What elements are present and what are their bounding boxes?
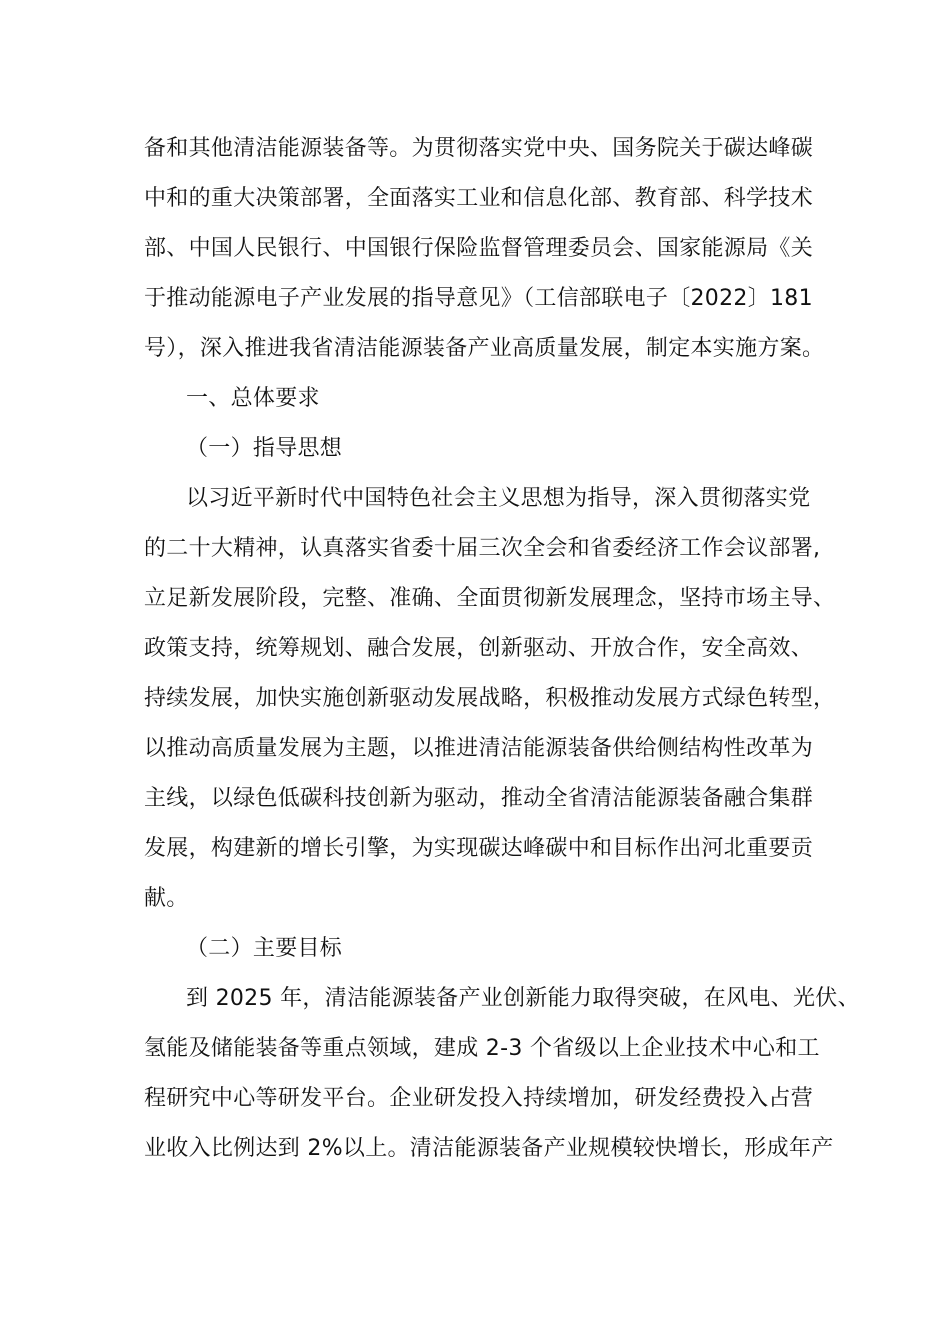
paragraph-guiding-line-1: 以习近平新时代中国特色社会主义思想为指导，深入贯彻落实党 [186, 486, 811, 511]
paragraph-goals-line-2: 氢能及储能装备等重点领域，建成 2-3 个省级以上企业技术中心和工 [144, 1036, 820, 1061]
paragraph-intro-line-4: 于推动能源电子产业发展的指导意见》（工信部联电子〔2022〕181 [144, 286, 813, 311]
paragraph-guiding-line-6: 以推动高质量发展为主题，以推进清洁能源装备供给侧结构性改革为 [144, 736, 814, 761]
subsection-2-heading: （二）主要目标 [186, 936, 343, 961]
paragraph-guiding-line-2: 的二十大精神，认真落实省委十届三次全会和省委经济工作会议部署, [144, 536, 821, 561]
paragraph-intro-line-3: 部、中国人民银行、中国银行保险监督管理委员会、国家能源局《关 [144, 236, 814, 261]
paragraph-intro-line-2: 中和的重大决策部署，全面落实工业和信息化部、教育部、科学技术 [144, 186, 814, 211]
paragraph-intro-line-5: 号），深入推进我省清洁能源装备产业高质量发展，制定本实施方案。 [144, 336, 825, 361]
paragraph-goals-line-4: 业收入比例达到 2%以上。清洁能源装备产业规模较快增长，形成年产 [144, 1136, 834, 1161]
section-1-heading: 一、总体要求 [186, 386, 320, 411]
paragraph-guiding-line-8: 发展，构建新的增长引擎，为实现碳达峰碳中和目标作出河北重要贡 [144, 836, 814, 861]
paragraph-guiding-line-3: 立足新发展阶段，完整、准确、全面贯彻新发展理念，坚持市场主导、 [144, 586, 836, 611]
paragraph-guiding-line-5: 持续发展，加快实施创新驱动发展战略，积极推动发展方式绿色转型， [144, 686, 836, 711]
paragraph-guiding-line-9: 献。 [144, 886, 189, 911]
paragraph-guiding-line-7: 主线，以绿色低碳科技创新为驱动，推动全省清洁能源装备融合集群 [144, 786, 814, 811]
paragraph-goals-line-1: 到 2025 年，清洁能源装备产业创新能力取得突破，在风电、光伏、 [186, 986, 860, 1011]
paragraph-goals-line-3: 程研究中心等研发平台。企业研发投入持续增加，研发经费投入占营 [144, 1086, 814, 1111]
paragraph-intro-line-1: 备和其他清洁能源装备等。为贯彻落实党中央、国务院关于碳达峰碳 [144, 136, 814, 161]
paragraph-guiding-line-4: 政策支持，统筹规划、融合发展，创新驱动、开放合作，安全高效、 [144, 636, 814, 661]
subsection-1-heading: （一）指导思想 [186, 436, 343, 461]
